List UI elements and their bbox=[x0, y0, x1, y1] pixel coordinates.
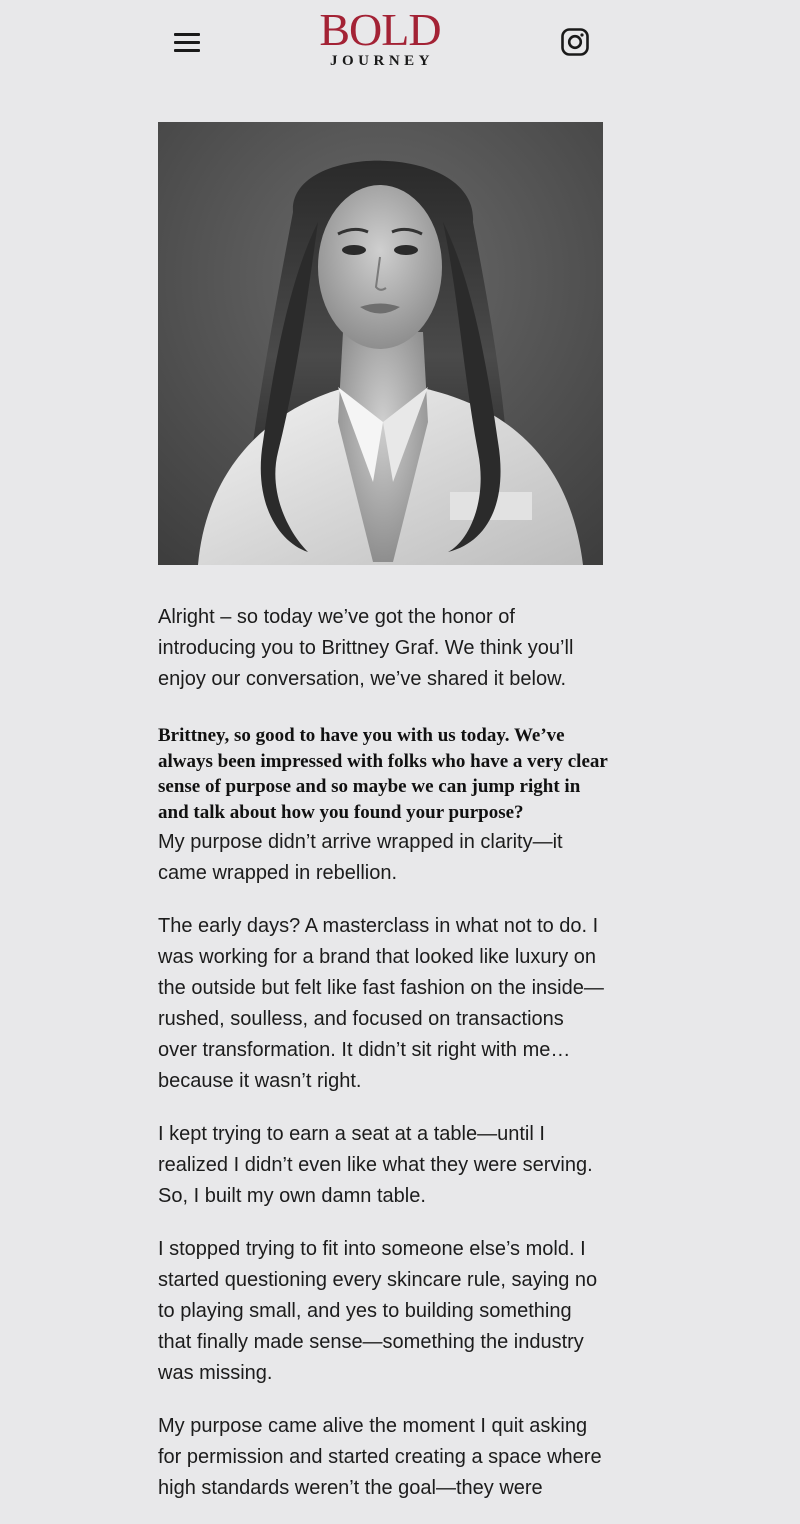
site-header bbox=[0, 0, 800, 90]
answer-paragraph: I stopped trying to fit into someone else’s mold. I started questioning every skincare rule, saying no to playing small, and yes to building something that finally made sense—something the industry was missing. bbox=[158, 1238, 598, 1384]
logo-journey-text: JOURNEY bbox=[329, 53, 434, 69]
site-logo[interactable] bbox=[300, 4, 460, 74]
answer-paragraph: My purpose didn’t arrive wrapped in clarity—it came wrapped in rebellion. bbox=[158, 831, 563, 884]
answer-paragraph: The early days? A masterclass in what not to do. I was working for a brand that looked like luxury on the outside but felt like fast fashion on the inside—rushed, soulless, and focused on transactions over transformation. It didn’t sit right with me… because it wasn’t right. bbox=[158, 915, 604, 1092]
answer-paragraph: My purpose came alive the moment I quit asking for permission and started creating a space where high standards weren’t the goal—they were bbox=[158, 1415, 602, 1499]
answer-paragraph: I kept trying to earn a seat at a table—until I realized I didn’t even like what they were serving. So, I built my own damn table. bbox=[158, 1123, 593, 1207]
interview-question: Brittney, so good to have you with us today. We’ve always been impressed with folks who have a very clear sense of purpose and so maybe we can jump right in and talk about how you found your purpose? bbox=[158, 725, 608, 823]
instagram-button[interactable] bbox=[556, 23, 594, 61]
intro-paragraph: Alright – so today we’ve got the honor of introducing you to Brittney Graf. We think you’ll enjoy our conversation, we’ve shared it below. bbox=[158, 606, 574, 690]
hamburger-menu-icon bbox=[174, 33, 200, 36]
article-body bbox=[158, 602, 608, 1524]
hamburger-menu-button[interactable] bbox=[168, 26, 206, 60]
portrait-photo bbox=[158, 122, 603, 565]
instagram-icon bbox=[556, 23, 594, 61]
logo-bold-text: BOLD bbox=[319, 4, 441, 55]
